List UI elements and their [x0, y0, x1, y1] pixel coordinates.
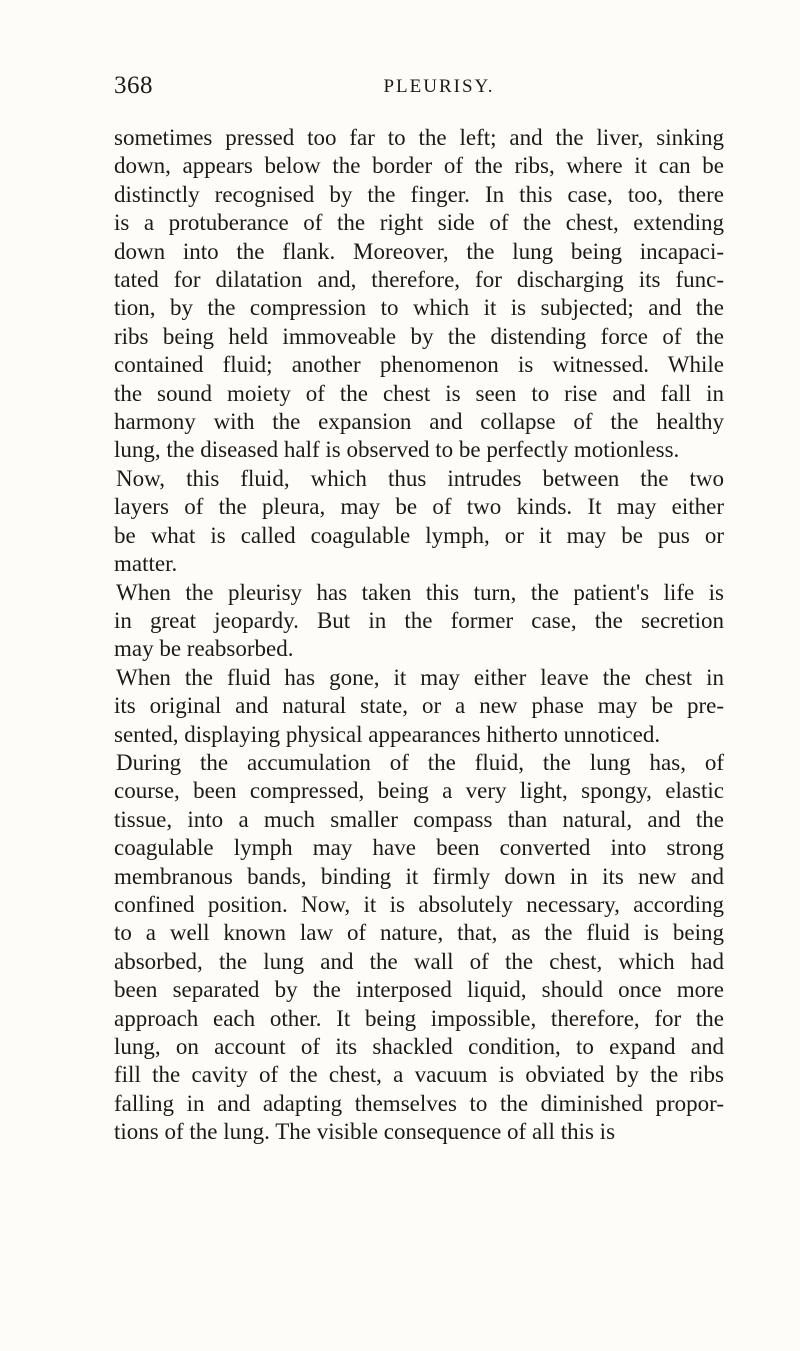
text-line: contained fluid; another phenomenon is witnessed. While: [114, 352, 724, 378]
running-title: PLEURISY.: [383, 76, 495, 97]
text-line: be what is called coagulable lymph, or it may be pus or: [114, 522, 724, 548]
text-line: approach each other. It being impossible, therefore, for the: [114, 1005, 724, 1031]
text-line: membranous bands, binding it firmly down in its new and: [114, 863, 724, 889]
text-line: its original and natural state, or a new phase may be pre-: [114, 693, 724, 719]
text-line: tissue, into a much smaller compass than natural, and the: [114, 806, 724, 832]
text-line: to a well known law of nature, that, as the fluid is being: [114, 920, 724, 946]
text-line: may be reabsorbed.: [114, 636, 294, 662]
text-line: tated for dilatation and, therefore, for discharging its func-: [114, 267, 724, 293]
running-head: [114, 72, 724, 102]
text-line: in great jeopardy. But in the former case, the secretion: [114, 607, 724, 633]
text-line: is a protuberance of the right side of the chest, extending: [114, 210, 724, 236]
page-number: 368: [114, 72, 153, 99]
text-line: lung, the diseased half is observed to be perfectly motionless.: [114, 437, 680, 463]
text-line: been separated by the interposed liquid, should once more: [114, 977, 724, 1003]
text-line: distinctly recognised by the finger. In this case, too, there: [114, 181, 724, 207]
text-line: fill the cavity of the chest, a vacuum is obviated by the ribs: [114, 1062, 724, 1088]
paragraph-start-line: Now, this fluid, which thus intrudes between the two: [116, 465, 724, 491]
text-line: tion, by the compression to which it is subjected; and the: [114, 295, 724, 321]
text-line: lung, on account of its shackled condition, to expand and: [114, 1034, 724, 1059]
text-line: confined position. Now, it is absolutely necessary, according: [114, 891, 724, 917]
paragraph-start-line: When the pleurisy has taken this turn, the patient's life is: [116, 579, 724, 605]
text-line: the sound moiety of the chest is seen to rise and fall in: [114, 380, 724, 406]
text-line: absorbed, the lung and the wall of the chest, which had: [114, 948, 724, 974]
text-line: course, been compressed, being a very light, spongy, elastic: [114, 778, 724, 804]
text-line: harmony with the expansion and collapse of the healthy: [114, 409, 724, 435]
text-line: tions of the lung. The visible consequence of all this is: [114, 1119, 616, 1145]
text-line: layers of the pleura, may be of two kinds. It may either: [114, 494, 724, 520]
text-line: sometimes pressed too far to the left; and the liver, sinking: [114, 125, 724, 150]
text-line: matter.: [114, 551, 178, 577]
text-line: sented, displaying physical appearances hitherto unnoticed.: [114, 721, 661, 747]
paragraph-start-line: During the accumulation of the fluid, the lung has, of: [116, 749, 724, 775]
paragraph-start-line: When the fluid has gone, it may either leave the chest in: [116, 664, 724, 690]
text-line: falling in and adapting themselves to the diminished propor-: [114, 1090, 724, 1116]
body-text: [114, 124, 724, 1147]
text-line: down into the flank. Moreover, the lung being incapaci-: [114, 238, 724, 264]
text-line: down, appears below the border of the ribs, where it can be: [114, 153, 724, 179]
text-line: ribs being held immoveable by the distending force of the: [114, 323, 724, 349]
text-line: coagulable lymph may have been converted into strong: [114, 835, 724, 861]
